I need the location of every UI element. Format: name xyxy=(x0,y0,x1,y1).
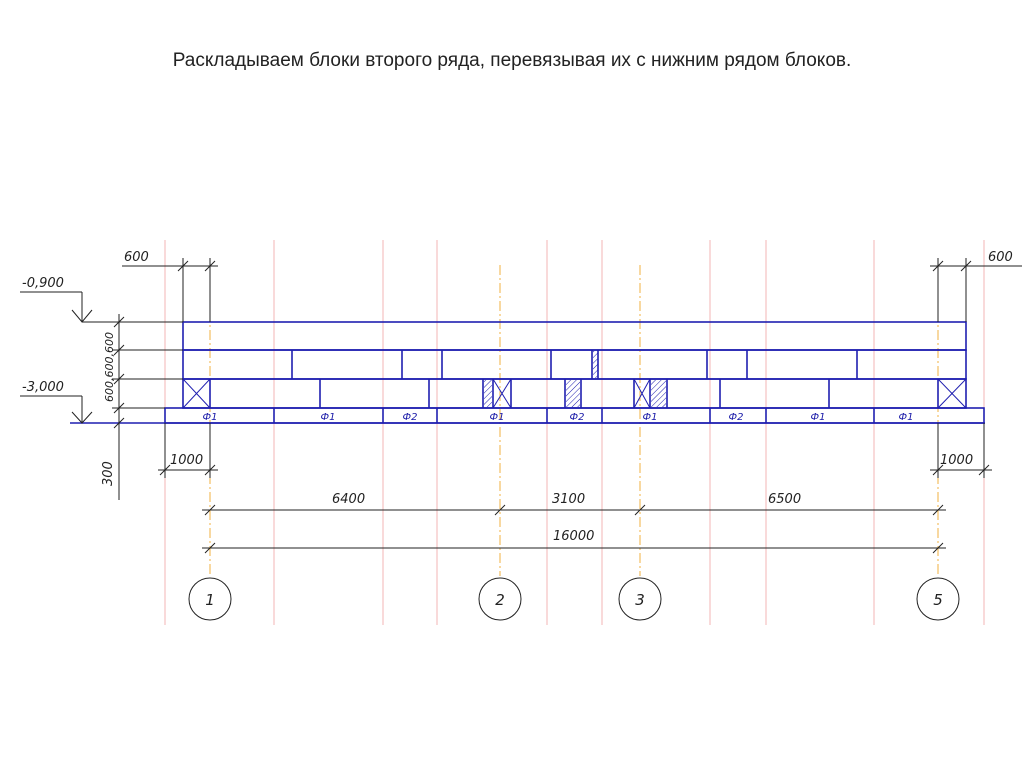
offset-right-bottom: 1000 xyxy=(940,453,974,468)
block-row-2 xyxy=(183,350,966,379)
slide-title: Раскладываем блоки второго ряда, перевязывая их с нижним рядом блоков. xyxy=(172,50,852,71)
axis-label: 2 xyxy=(495,591,505,609)
level-top: -0,900 xyxy=(22,276,64,291)
span-dimensions xyxy=(202,492,946,553)
height-dimensions xyxy=(101,314,183,500)
axis-label: 3 xyxy=(635,591,645,609)
grid-lines xyxy=(165,240,984,625)
span-a: 6400 xyxy=(332,492,366,507)
axis-label: 1 xyxy=(205,591,215,609)
axis-label: 5 xyxy=(933,591,943,609)
level-bottom: -3,000 xyxy=(22,380,64,395)
foundation-label: Ф1 xyxy=(642,412,658,423)
foundation-label: Ф1 xyxy=(202,412,218,423)
foundation-label: Ф1 xyxy=(320,412,336,423)
axis-markers xyxy=(189,578,959,620)
foundation-label: Ф2 xyxy=(402,412,418,423)
block-row-1 xyxy=(183,379,966,408)
foundation-label: Ф1 xyxy=(810,412,826,423)
span-total: 16000 xyxy=(553,529,595,544)
heights-rows: 600,600,600 xyxy=(103,332,116,402)
bottom-offset-dimensions xyxy=(158,423,992,478)
block-row-3 xyxy=(183,322,966,350)
span-b: 3100 xyxy=(552,492,586,507)
height-base: 300 xyxy=(101,461,116,486)
offset-left-top: 600 xyxy=(124,250,149,265)
offset-left-bottom: 1000 xyxy=(170,453,204,468)
foundation-label: Ф2 xyxy=(569,412,585,423)
foundation-label: Ф2 xyxy=(728,412,744,423)
foundation-label: Ф1 xyxy=(489,412,505,423)
foundation-strip xyxy=(165,408,984,423)
span-c: 6500 xyxy=(768,492,802,507)
top-offset-dimensions xyxy=(122,250,1022,322)
foundation-label: Ф1 xyxy=(898,412,914,423)
offset-right-top: 600 xyxy=(988,250,1013,265)
